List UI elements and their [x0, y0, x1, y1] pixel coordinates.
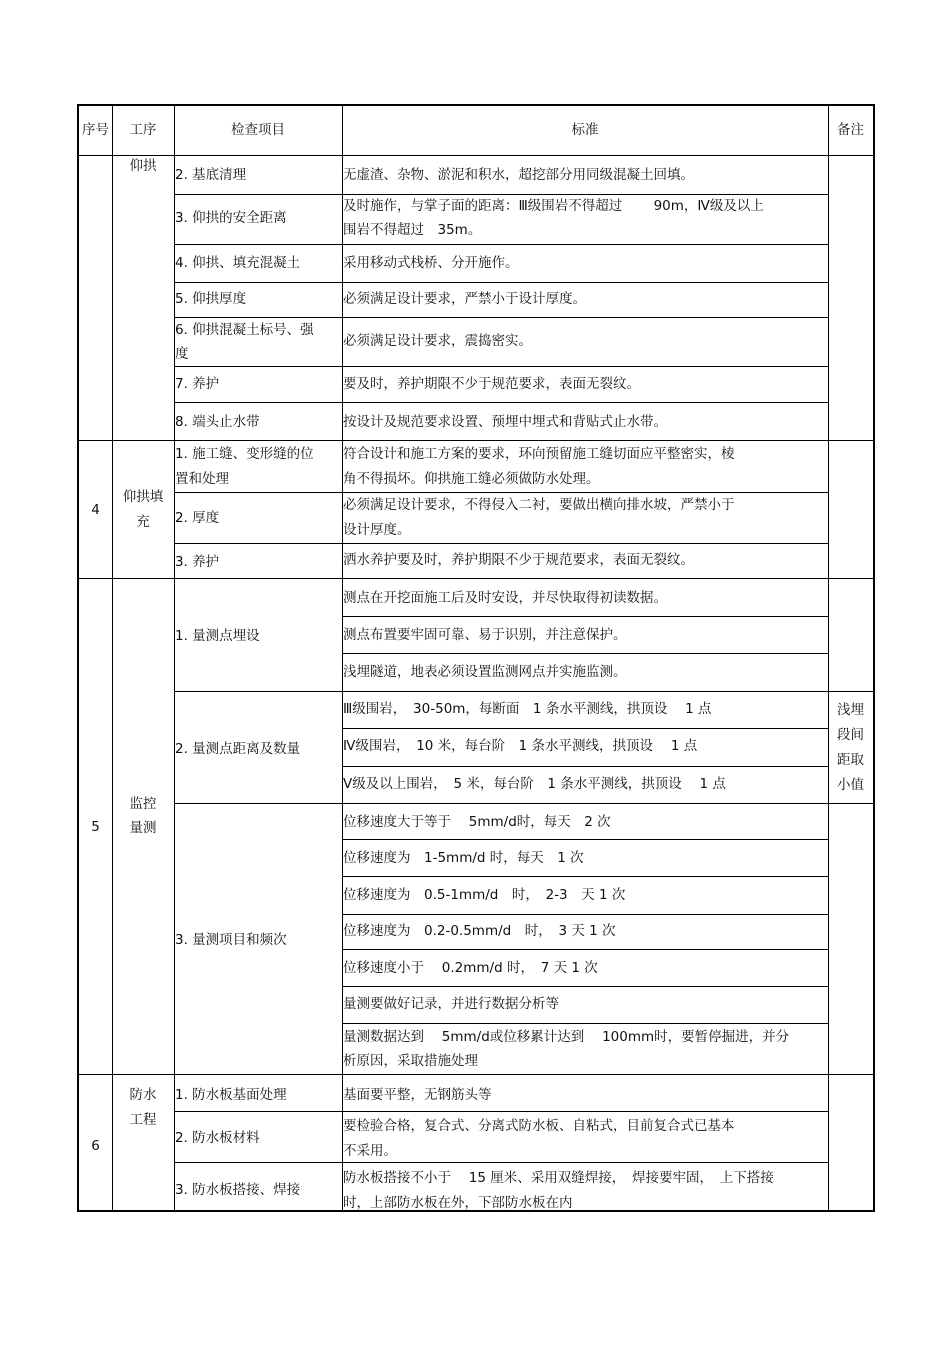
standard-text: 位移速度为 0.5-1mm/d 时， 2-3 天 1 次 [343, 887, 626, 903]
check-item: 2. 防水板材料 [175, 1130, 260, 1146]
row-rule [342, 986, 828, 987]
standard-text: 要及时，养护期限不少于规范要求，表面无裂纹。 [343, 376, 640, 392]
process-invert-fill: 充 [136, 514, 150, 530]
check-item: 2. 厚度 [175, 510, 220, 526]
check-item: 5. 仰拱厚度 [175, 291, 247, 307]
standard-text: 采用移动式栈桥、分开施作。 [343, 255, 519, 271]
process-monitoring: 量测 [129, 820, 157, 836]
remark-text: 浅埋 [837, 702, 864, 718]
header-rule [79, 155, 873, 156]
header-standard: 标准 [571, 122, 599, 138]
row-rule [342, 653, 828, 654]
standard-text: 围岩不得超过 35m。 [343, 222, 482, 238]
row-rule [174, 1111, 828, 1112]
row-rule [174, 282, 828, 283]
check-item: 8. 端头止水带 [175, 414, 260, 430]
row-rule [342, 728, 828, 729]
standard-text: Ⅲ级围岩， 30-50m，每断面 1 条水平测线，拱顶设 1 点 [343, 701, 712, 717]
standard-text: 位移速度为 0.2-0.5mm/d 时， 3 天 1 次 [343, 923, 616, 939]
row-rule [342, 839, 828, 840]
group-rule [79, 578, 873, 579]
check-item: 3. 量测项目和频次 [175, 932, 287, 948]
header-process: 工序 [129, 122, 157, 138]
row-rule [342, 616, 828, 617]
check-item: 置和处理 [175, 471, 229, 487]
check-item: 6. 仰拱混凝土标号、强 [175, 322, 314, 338]
standard-text: 必须满足设计要求，严禁小于设计厚度。 [343, 291, 586, 307]
check-item: 2. 基底清理 [175, 167, 247, 183]
check-item: 1. 量测点埋设 [175, 628, 260, 644]
process-waterproofing: 防水 [129, 1087, 157, 1103]
standard-text: 角不得损坏。仰拱施工缝必须做防水处理。 [343, 471, 600, 487]
row-rule [342, 1023, 828, 1024]
standard-text: 符合设计和施工方案的要求，环向预留施工缝切面应平整密实，棱 [343, 446, 735, 462]
standard-text: Ⅳ级围岩， 10 米，每台阶 1 条水平测线，拱顶设 1 点 [343, 738, 698, 754]
standard-text: 基面要平整，无钢筋头等 [343, 1087, 492, 1103]
seq-number: 4 [91, 502, 100, 518]
standard-text: 位移速度为 1-5mm/d 时，每天 1 次 [343, 850, 584, 866]
row-rule [342, 914, 828, 915]
standard-text: 测点布置要牢固可靠、易于识别，并注意保护。 [343, 627, 627, 643]
row-rule [174, 402, 828, 403]
seq-number: 5 [91, 819, 100, 835]
remark-text: 小值 [837, 777, 864, 793]
col-rule [828, 106, 829, 1210]
row-rule [174, 366, 828, 367]
standard-text: 防水板搭接不小于 15 厘米、采用双缝焊接， 焊接要牢固， 上下搭接 [343, 1170, 774, 1186]
subgroup-rule [174, 691, 873, 692]
remark-text: 距取 [837, 752, 864, 768]
header-remark: 备注 [837, 122, 864, 138]
row-rule [342, 766, 828, 767]
standard-text: 不采用。 [343, 1143, 397, 1159]
standard-text: 时，上部防水板在外，下部防水板在内 [343, 1195, 573, 1211]
group-rule [79, 440, 873, 441]
row-rule [174, 244, 828, 245]
check-item: 7. 养护 [175, 376, 220, 392]
col-rule [112, 106, 113, 1210]
header-item: 检查项目 [231, 122, 285, 138]
process-monitoring: 监控 [129, 796, 157, 812]
standard-text: Ⅴ级及以上围岩， 5 米，每台阶 1 条水平测线，拱顶设 1 点 [343, 776, 726, 792]
header-seq: 序号 [82, 122, 109, 138]
standard-text: 及时施作，与掌子面的距离：Ⅲ级围岩不得超过 90m，Ⅳ级及以上 [343, 198, 764, 214]
standard-text: 位移速度小于 0.2mm/d 时， 7 天 1 次 [343, 960, 598, 976]
standard-text: 位移速度大于等于 5mm/d时，每天 2 次 [343, 814, 611, 830]
row-rule [342, 949, 828, 950]
process-invert-fill: 仰拱填 [122, 489, 164, 505]
check-item: 度 [175, 346, 189, 362]
process-invert-arch: 仰拱 [129, 158, 157, 174]
inspection-table [77, 104, 875, 1212]
check-item: 3. 仰拱的安全距离 [175, 210, 287, 226]
process-waterproofing: 工程 [129, 1112, 157, 1128]
standard-text: 测点在开挖面施工后及时安设，并尽快取得初读数据。 [343, 590, 667, 606]
group-rule [79, 1074, 873, 1075]
subgroup-rule [174, 803, 873, 804]
standard-text: 洒水养护要及时，养护期限不少于规范要求，表面无裂纹。 [343, 552, 694, 568]
standard-text: 量测要做好记录，并进行数据分析等 [343, 996, 559, 1012]
row-rule [342, 876, 828, 877]
standard-text: 量测数据达到 5mm/d或位移累计达到 100mm时，要暂停掘进，并分 [343, 1029, 790, 1045]
check-item: 3. 防水板搭接、焊接 [175, 1182, 301, 1198]
standard-text: 浅埋隧道，地表必须设置监测网点并实施监测。 [343, 664, 627, 680]
standard-text: 必须满足设计要求，不得侵入二衬，要做出横向排水坡，严禁小于 [343, 497, 735, 513]
standard-text: 析原因，采取措施处理 [343, 1053, 478, 1069]
standard-text: 设计厚度。 [343, 522, 411, 538]
standard-text: 无虚渣、杂物、淤泥和积水，超挖部分用同级混凝土回填。 [343, 167, 694, 183]
check-item: 4. 仰拱、填充混凝土 [175, 255, 301, 271]
row-rule [174, 543, 828, 544]
standard-text: 必须满足设计要求，震捣密实。 [343, 333, 532, 349]
standard-text: 要检验合格，复合式、分离式防水板、自粘式，目前复合式已基本 [343, 1118, 735, 1134]
seq-number: 6 [91, 1138, 100, 1154]
remark-text: 段间 [837, 727, 864, 743]
check-item: 1. 施工缝、变形缝的位 [175, 446, 314, 462]
row-rule [174, 1162, 828, 1163]
standard-text: 按设计及规范要求设置、预埋中埋式和背贴式止水带。 [343, 414, 667, 430]
check-item: 3. 养护 [175, 554, 220, 570]
check-item: 2. 量测点距离及数量 [175, 741, 301, 757]
check-item: 1. 防水板基面处理 [175, 1087, 287, 1103]
